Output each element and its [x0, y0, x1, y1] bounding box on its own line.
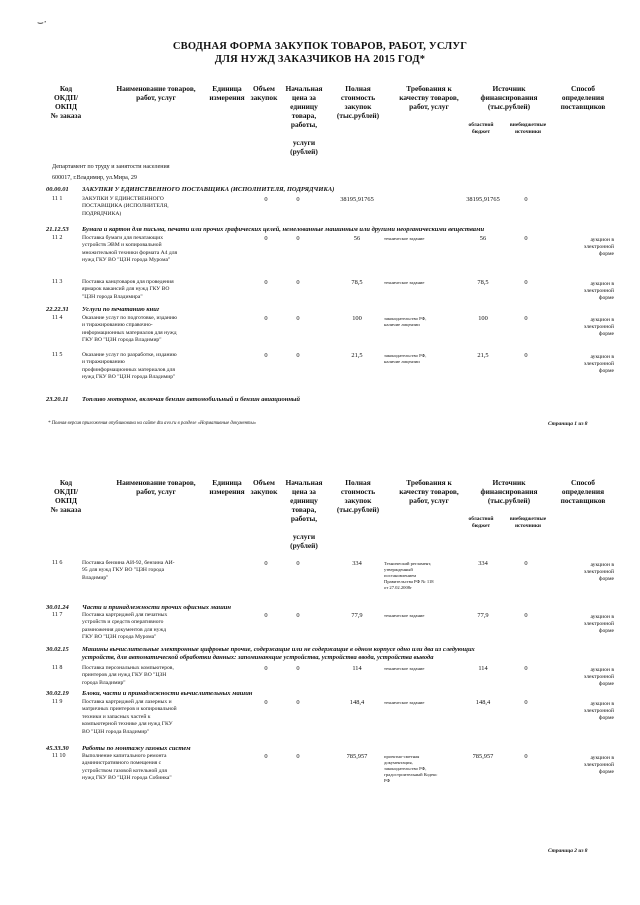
group-title: Работы по монтажу газовых систем: [82, 745, 191, 752]
header-source-extra: внебюджетные источники: [509, 516, 547, 529]
row-number: 11 10: [52, 753, 66, 759]
row-requirements: техническое задание: [384, 236, 425, 241]
row-name: Поставка картриджей для лазерных и матричных принтеров и копировальной техники и запасных частей к компьютерной технике для нужд ГКУ ВО "ЦЗН города Владимир": [82, 699, 177, 735]
header-code: Код ОКДП/ ОКПД № заказа: [50, 478, 82, 514]
customer-address: 600017, г.Владимир, ул.Мира, 29: [52, 175, 137, 181]
row-price: 0: [296, 196, 300, 203]
row-volume: 0: [264, 560, 268, 567]
row-price: 0: [296, 612, 300, 619]
row-extra-budget: 0: [524, 352, 528, 359]
row-method: аукцион в электронной форме: [583, 281, 614, 302]
row-full-cost: 114: [352, 665, 362, 672]
row-name: Поставка бензина АИ-92, бензина АИ- 95 для нужд ГКУ ВО "ЦЗН города Владимир": [82, 560, 175, 581]
group-code: 30.01.24: [46, 604, 69, 611]
header-unit: Единица измерения: [209, 84, 245, 102]
page-number-1: Страница 1 из 8: [548, 421, 588, 427]
row-extra-budget: 0: [524, 699, 528, 706]
page-title-line2: ДЛЯ НУЖД ЗАКАЗЧИКОВ НА 2015 ГОД*: [214, 54, 426, 65]
row-name: Оказание услуг по разработке, изданию и тиражированию профинформационных материалов для нужд ГКУ ВО "ЦЗН города Владимир": [82, 352, 177, 381]
row-requirements: Технический регламент, утвержденный постановлением Правительства РФ № 118 от 27.02.2008г: [384, 561, 434, 590]
row-regional-budget: 38195,91765: [466, 196, 500, 203]
row-price: 0: [296, 699, 300, 706]
row-name: Поставка картриджей для печатных устройств и средств оперативного размножения документов для нужд ГКУ ВО "ЦЗН города Мурома": [82, 612, 168, 641]
row-regional-budget: 334: [478, 560, 488, 567]
row-requirements: техническое задание: [384, 280, 425, 285]
header-source-regional: областной бюджет: [468, 122, 494, 135]
group-code: 21.12.53: [46, 226, 69, 233]
group-code: 30.02.19: [46, 690, 69, 697]
row-extra-budget: 0: [524, 196, 528, 203]
row-number: 11 9: [52, 699, 63, 705]
row-name: ЗАКУПКИ У ЕДИНСТВЕННОГО ПОСТАВЩИКА (ИСПОЛНИТЕЛЯ, ПОДРЯДЧИКА): [82, 196, 169, 217]
row-number: 11 6: [52, 560, 63, 566]
header-requirements: Требования к качеству товаров, работ, услуг: [399, 84, 459, 111]
group-code: 00.00.01: [46, 186, 69, 193]
row-name: Выполнение капитального ремонта административного помещения с устройством газовой котельной для нужд ГКУ ВО "ЦЗН города Собинка": [82, 753, 172, 782]
header-source: Источник финансирования (тыс.рублей): [480, 478, 538, 505]
group-title: Машины вычислительные электронные цифровые прочие, содержащие или не содержащие в одном корпусе одно или два из следующих устройств, для автоматической обработки данных: запоминающие устройства, устройства ввода, устройства вывода: [82, 646, 475, 661]
row-method: аукцион в электронной форме: [583, 755, 614, 776]
row-price: 0: [296, 560, 300, 567]
row-requirements: техническое задание: [384, 666, 425, 671]
row-method: аукцион в электронной форме: [583, 701, 614, 722]
group-title: Блоки, части и принадлежности вычислительных машин: [82, 690, 253, 697]
header-full-cost: Полная стоимость закупок (тыс.рублей): [336, 478, 380, 514]
row-volume: 0: [264, 315, 268, 322]
row-method: аукцион в электронной форме: [583, 237, 614, 258]
row-number: 11 1: [52, 196, 63, 202]
row-requirements: проектно-сметная документация, законодательство РФ, градостроительный Кодекс РФ: [384, 754, 438, 783]
header-name: Наименование товаров, работ, услуг: [116, 478, 196, 496]
row-regional-budget: 77,9: [477, 612, 489, 619]
row-full-cost: 100: [352, 315, 362, 322]
row-full-cost: 334: [352, 560, 362, 567]
header-price: Начальная цена за единицу товара, работы, услуги (рублей): [285, 84, 323, 156]
row-volume: 0: [264, 352, 268, 359]
row-number: 11 5: [52, 352, 63, 358]
header-volume: Объем закупок: [250, 84, 278, 102]
row-full-cost: 38195,91765: [340, 196, 374, 203]
group-title: ЗАКУПКИ У ЕДИНСТВЕННОГО ПОСТАВЩИКА (ИСПОЛНИТЕЛЯ, ПОДРЯДЧИКА): [82, 186, 335, 193]
header-code: Код ОКДП/ ОКПД № заказа: [50, 84, 82, 120]
header-unit: Единица измерения: [209, 478, 245, 496]
row-regional-budget: 148,4: [475, 699, 491, 706]
row-number: 11 2: [52, 235, 63, 241]
row-name: Оказание услуг по подготовке, изданию и тиражированию справочно- информационных материалов для нужд ГКУ ВО "ЦЗН города Владимир": [82, 315, 178, 344]
row-full-cost: 56: [353, 235, 361, 242]
row-volume: 0: [264, 279, 268, 286]
row-extra-budget: 0: [524, 665, 528, 672]
group-title: Топливо моторное, включая бензин автомобильный и бензин авиационный: [82, 396, 301, 403]
header-full-cost: Полная стоимость закупок (тыс.рублей): [336, 84, 380, 120]
row-regional-budget: 114: [478, 665, 488, 672]
group-title: Услуги по печатанию книг: [82, 306, 160, 313]
row-method: аукцион в электронной форме: [583, 317, 614, 338]
row-method: аукцион в электронной форме: [583, 614, 614, 635]
row-volume: 0: [264, 699, 268, 706]
row-full-cost: 78,5: [351, 279, 363, 286]
row-regional-budget: 78,5: [477, 279, 489, 286]
row-extra-budget: 0: [524, 235, 528, 242]
row-full-cost: 77,9: [351, 612, 363, 619]
group-code: 23.20.11: [46, 396, 69, 403]
footnote: * Полная версия приложения опубликована на сайте dtu avo.ru в разделе «Нормативные документы»: [48, 421, 257, 426]
row-volume: 0: [264, 196, 268, 203]
row-volume: 0: [264, 665, 268, 672]
header-method: Способ определения поставщиков: [560, 84, 606, 111]
row-volume: 0: [264, 235, 268, 242]
customer-name: Департамент по труду и занятости населения: [52, 164, 170, 170]
row-full-cost: 148,4: [349, 699, 365, 706]
row-method: аукцион в электронной форме: [583, 354, 614, 375]
row-number: 11 7: [52, 612, 63, 618]
row-name: Поставка канцтоваров для проведения ярмарок вакансий для нужд ГКУ ВО "ЦЗН города Владимира": [82, 279, 174, 300]
scan-marks: ‿ ,: [38, 18, 46, 24]
row-extra-budget: 0: [524, 753, 528, 760]
group-title: Части и принадлежности прочих офисных машин: [82, 604, 231, 611]
header-name: Наименование товаров, работ, услуг: [116, 84, 196, 102]
row-name: Поставка персональных компьютеров, принтеров для нужд ГКУ ВО "ЦЗН города Владимир": [82, 665, 174, 686]
row-method: аукцион в электронной форме: [583, 562, 614, 583]
row-regional-budget: 56: [479, 235, 487, 242]
page-title-line1: СВОДНАЯ ФОРМА ЗАКУПОК ТОВАРОВ, РАБОТ, УСЛУГ: [172, 41, 468, 52]
row-volume: 0: [264, 753, 268, 760]
row-price: 0: [296, 235, 300, 242]
row-regional-budget: 21,5: [477, 352, 489, 359]
row-price: 0: [296, 279, 300, 286]
row-volume: 0: [264, 612, 268, 619]
row-requirements: законодательство РФ, наличие лицензии: [384, 316, 427, 327]
row-price: 0: [296, 753, 300, 760]
row-number: 11 3: [52, 279, 63, 285]
row-method: аукцион в электронной форме: [583, 667, 614, 688]
row-extra-budget: 0: [524, 315, 528, 322]
row-extra-budget: 0: [524, 560, 528, 567]
row-price: 0: [296, 315, 300, 322]
header-source-extra: внебюджетные источники: [509, 122, 547, 135]
group-title: Бумага и картон для письма, печати или прочих графических целей, немелованные машинным или другими неорганическими веществами: [82, 226, 485, 233]
header-price: Начальная цена за единицу товара, работы, услуги (рублей): [285, 478, 323, 550]
group-code: 45.33.30: [46, 745, 69, 752]
header-source-regional: областной бюджет: [468, 516, 494, 529]
header-requirements: Требования к качеству товаров, работ, услуг: [399, 478, 459, 505]
row-regional-budget: 785,957: [472, 753, 494, 760]
row-number: 11 4: [52, 315, 63, 321]
page-number-2: Страница 2 из 8: [548, 848, 588, 854]
row-extra-budget: 0: [524, 279, 528, 286]
group-code: 30.02.15: [46, 646, 69, 653]
row-name: Поставка бумаги для печатающих устройств ЭВМ и копировальной множительной техники формата А4 для нужд ГКУ ВО "ЦЗН города Мурома": [82, 235, 178, 264]
header-volume: Объем закупок: [250, 478, 278, 496]
row-number: 11 8: [52, 665, 63, 671]
row-requirements: техническое задание: [384, 613, 425, 618]
group-code: 22.22.31: [46, 306, 69, 313]
row-full-cost: 21,5: [351, 352, 363, 359]
row-price: 0: [296, 665, 300, 672]
row-regional-budget: 100: [478, 315, 488, 322]
header-source: Источник финансирования (тыс.рублей): [480, 84, 538, 111]
header-method: Способ определения поставщиков: [560, 478, 606, 505]
row-extra-budget: 0: [524, 612, 528, 619]
row-requirements: техническое задание: [384, 700, 425, 705]
row-full-cost: 785,957: [346, 753, 368, 760]
row-price: 0: [296, 352, 300, 359]
row-requirements: законодательство РФ, наличие лицензии: [384, 353, 427, 364]
